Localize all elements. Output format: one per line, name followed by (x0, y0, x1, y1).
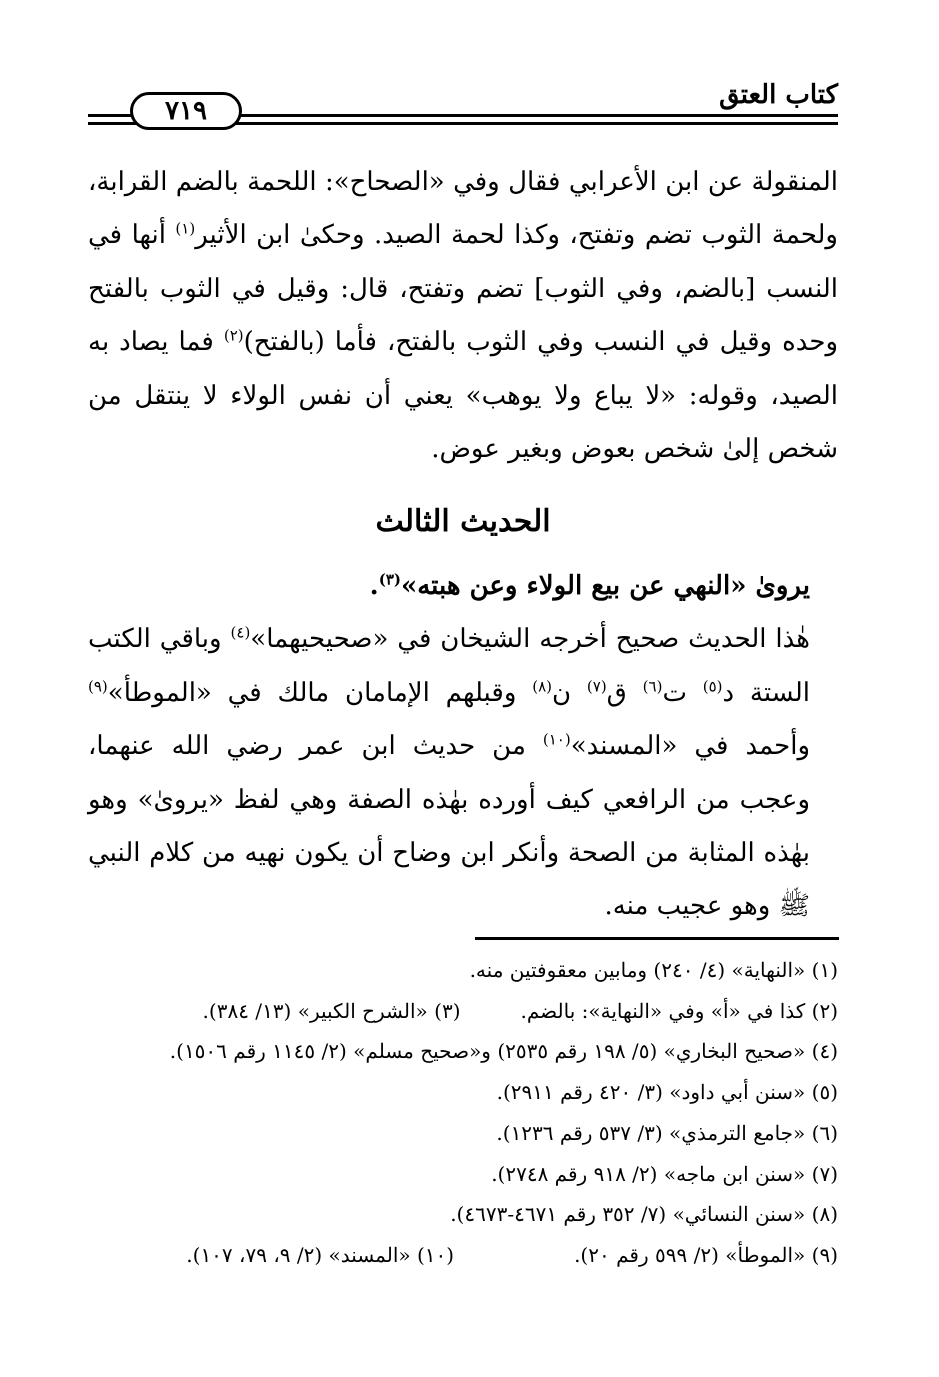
page-header (88, 78, 838, 130)
page-number: ٧١٩ (130, 92, 242, 130)
hadith-quote: يروىٰ «النهي عن بيع الولاء وعن هبته» (400, 571, 810, 602)
footnote-ref-6: (٦) (642, 677, 663, 696)
footnote-2: (٢) كذا في «أ» وفي «النهاية»: بالضم. (520, 998, 838, 1023)
hadith-end: . (369, 571, 379, 602)
paragraph-2-part-6: وقبلهم الإمامان مالك في «الموطأ» (107, 677, 533, 708)
paragraph-2-part-7: وأحمد في «المسند» (570, 731, 810, 762)
footnote-ref-1: (١) (175, 219, 196, 238)
footnote-3: (٣) «الشرح الكبير» (١٣/ ٣٨٤). (202, 998, 461, 1023)
paragraph-1-part-a: المنقولة عن ابن الأعرابي فقال وفي «الصحاح»: اللحمة بالضم القرابة، ولحمة الثوب تضم وتفتح، وكذا لحمة الصيد. وحكىٰ ابن الأثير (88, 167, 839, 251)
paragraph-1 (88, 156, 838, 476)
paragraph-2-part-1: هٰذا الحديث صحيح أخرجه الشيخان في «صحيحيهما» (250, 624, 810, 655)
hadith-text (88, 560, 838, 613)
paragraph-2-part-5: ن (551, 677, 587, 708)
chapter-title: كتاب العتق (713, 80, 838, 110)
footnote-8: (٨) «سنن النسائي» (٧/ ٣٥٢ رقم ٤٦٧١-٤٦٧٣). (450, 1202, 838, 1227)
footnote-ref-8: (٨) (532, 677, 552, 696)
footnote-ref-3: (٣) (378, 570, 401, 589)
footnote-ref-9: (٩) (88, 677, 108, 696)
footnotes (88, 950, 838, 1276)
paragraph-2-part-8: من حديث ابن عمر رضي الله عنهما، وعجب من الرافعي كيف أورده بهٰذه الصفة وهي لفظ «يروىٰ» وهو بهٰذه المثابة من الصحة وأنكر ابن وضاح أن يكون نهيه من كلام النبي ﷺ وهو عجيب منه. (88, 731, 810, 922)
footnote-9: (٩) «الموطأ» (٢/ ٥٩٩ رقم ٢٠). (574, 1242, 838, 1267)
footnote-7: (٧) «سنن ابن ماجه» (٢/ ٩١٨ رقم ٢٧٤٨). (491, 1161, 838, 1186)
main-text (88, 156, 838, 934)
footnote-ref-4: (٤) (230, 623, 251, 642)
paragraph-2-part-2: وباقي الكتب الستة د (88, 624, 811, 708)
section-heading: الحديث الثالث (375, 504, 551, 540)
footnote-ref-7: (٧) (586, 677, 607, 696)
footnote-4: (٤) «صحيح البخاري» (٥/ ١٩٨ رقم ٢٥٣٥) و«صحيح مسلم» (٢/ ١١٤٥ رقم ١٥٠٦). (169, 1039, 838, 1064)
paragraph-2-part-3: ت (662, 677, 703, 708)
footnote-6: (٦) «جامع الترمذي» (٣/ ٥٣٧ رقم ١٢٣٦). (496, 1120, 838, 1145)
footnote-line-2-3 (88, 991, 838, 1032)
footnote-5: (٥) «سنن أبي داود» (٣/ ٤٢٠ رقم ٢٩١١). (496, 1080, 838, 1105)
footnote-10: (١٠) «المسند» (٢/ ٩، ٧٩، ١٠٧). (186, 1242, 455, 1267)
footnote-line-9-10 (88, 1235, 838, 1276)
footnote-ref-10: (١٠) (542, 730, 571, 749)
footnote-ref-5: (٥) (702, 677, 723, 696)
paragraph-2-part-4: ق (606, 677, 643, 708)
footnote-1: (١) «النهاية» (٤/ ٢٤٠) ومابين معقوفتين منه. (469, 958, 838, 982)
paragraph-1-part-c: فما يصاد به الصيد، وقوله: «لا يباع ولا يوهب» يعني أن نفس الولاء لا ينتقل من شخص إلىٰ شخص بعوض وبغير عوض. (88, 327, 838, 465)
paragraph-2 (88, 613, 838, 933)
footnote-ref-2: (٢) (223, 326, 244, 345)
footnote-separator (475, 937, 839, 940)
paragraph-1-part-b: أنها في النسب [بالضم، وفي الثوب] تضم وتفتح، قال: وقيل في الثوب بالفتح وحده وقيل في النسب وفي الثوب بالفتح، فأما (بالفتح) (88, 220, 838, 358)
